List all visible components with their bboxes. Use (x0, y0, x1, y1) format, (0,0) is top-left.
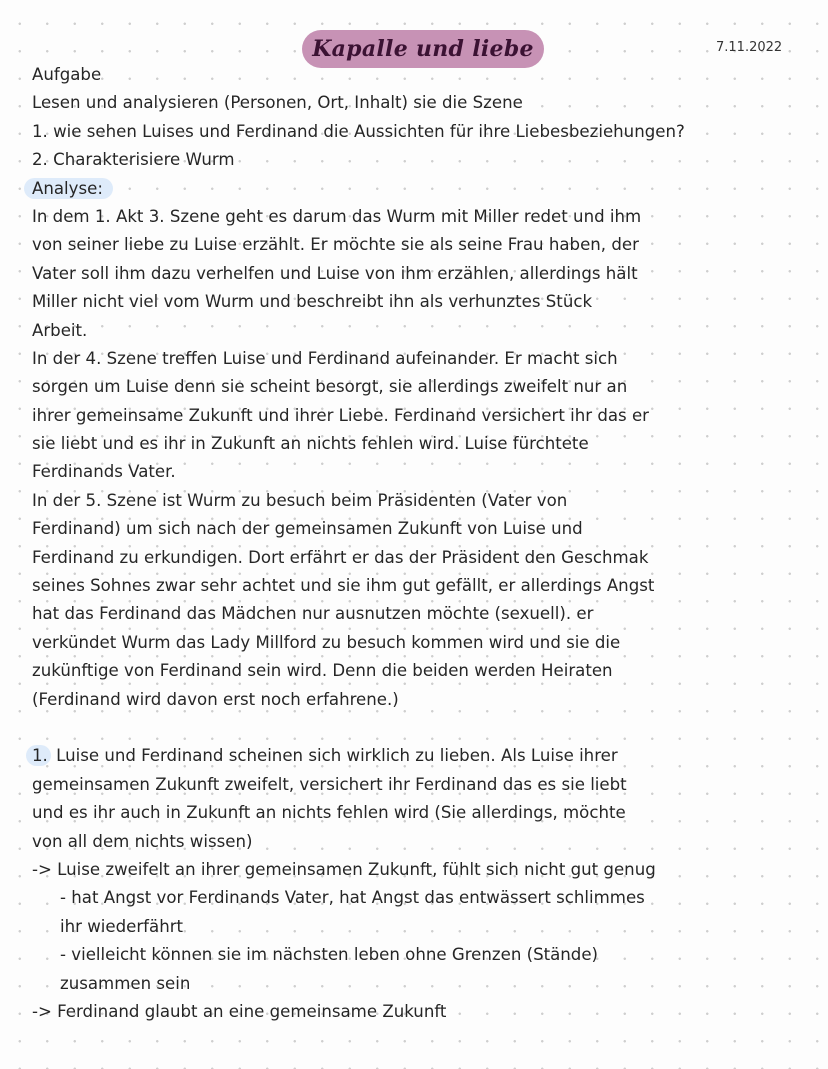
analysis-line: (Ferdinand wird davon erst noch erfahrene.) (32, 689, 399, 709)
analysis-line: zukünftige von Ferdinand sein wird. Denn die beiden werden Heiraten (32, 661, 613, 681)
answer-1-number: 1. (26, 745, 51, 766)
analysis-line: In der 4. Szene treffen Luise und Ferdinand aufeinander. Er macht sich (32, 348, 618, 368)
analysis-line: In der 5. Szene ist Wurm zu besuch beim Präsidenten (Vater von (32, 490, 568, 510)
answer-sub-line: zusammen sein (60, 973, 191, 993)
answer-line: von all dem nichts wissen) (32, 831, 253, 851)
answer-1-first-line (32, 742, 822, 770)
analysis-line: von seiner liebe zu Luise erzählt. Er möchte sie als seine Frau haben, der (32, 235, 639, 255)
task-label: Aufgabe (32, 65, 102, 84)
answer-arrow-line: -> Ferdinand glaubt an eine gemeinsame Zukunft (32, 1001, 447, 1021)
answer-sub-line: ihr wiederfährt (60, 916, 184, 936)
answer-line: gemeinsamen Zukunft zweifelt, versichert ihr Ferdinand das es sie liebt (32, 774, 627, 794)
task-intro: Lesen und analysieren (Personen, Ort, Inhalt) sie die Szene (32, 93, 523, 113)
analysis-line: ihrer gemeinsame Zukunft und ihrer Liebe. Ferdinand versichert ihr das er (32, 405, 649, 425)
analysis-line: hat das Ferdinand das Mädchen nur ausnutzen möchte (sexuell). er (32, 604, 594, 624)
analysis-line: Ferdinand) um sich nach der gemeinsamen Zukunft von Luise und (32, 519, 583, 539)
answer-line: und es ihr auch in Zukunft an nichts fehlen wird (Sie allerdings, möchte (32, 803, 626, 823)
analysis-line: Vater soll ihm dazu verhelfen und Luise von ihm erzählen, allerdings hält (32, 263, 638, 283)
analysis-line: Ferdinands Vater. (32, 462, 176, 482)
analysis-line: verkündet Wurm das Lady Millford zu besuch kommen wird und sie die (32, 632, 621, 652)
analysis-line: sorgen um Luise denn sie scheint besorgt, sie allerdings zweifelt nur an (32, 377, 628, 397)
note-date: 7.11.2022 (716, 40, 783, 55)
answer-sub-line: - vielleicht können sie im nächsten leben ohne Grenzen (Stände) (60, 945, 599, 965)
analysis-label: Analyse: (24, 178, 113, 199)
analysis-line: seines Sohnes zwar sehr achtet und sie ihm gut gefällt, er allerdings Angst (32, 576, 655, 596)
page-title: Kapalle und liebe (312, 36, 534, 62)
task-question-1: 1. wie sehen Luises und Ferdinand die Aussichten für ihre Liebesbeziehungen? (32, 121, 685, 141)
analysis-line: sie liebt und es ihr in Zukunft an nichts fehlen wird. Luise fürchtete (32, 434, 589, 454)
analysis-line: Miller nicht viel vom Wurm und beschreibt ihn als verhunztes Stück (32, 292, 593, 312)
analysis-line: In dem 1. Akt 3. Szene geht es darum das Wurm mit Miller redet und ihm (32, 206, 642, 226)
answer-arrow-line: -> Luise zweifelt an ihrer gemeinsamen Zukunft, fühlt sich nicht gut genug (32, 859, 656, 879)
analysis-line: Ferdinand zu erkundigen. Dort erfährt er das der Präsident den Geschmak (32, 547, 649, 567)
answer-1-text: Luise und Ferdinand scheinen sich wirklich zu lieben. Als Luise ihrer (50, 746, 618, 766)
analysis-line: Arbeit. (32, 320, 88, 340)
note-body (32, 61, 822, 1026)
answer-sub-line: - hat Angst vor Ferdinands Vater, hat Angst das entwässert schlimmes (60, 888, 645, 908)
task-question-2: 2. Charakterisiere Wurm (32, 150, 235, 170)
paragraph-gap (32, 714, 822, 742)
analysis-heading (32, 175, 822, 203)
